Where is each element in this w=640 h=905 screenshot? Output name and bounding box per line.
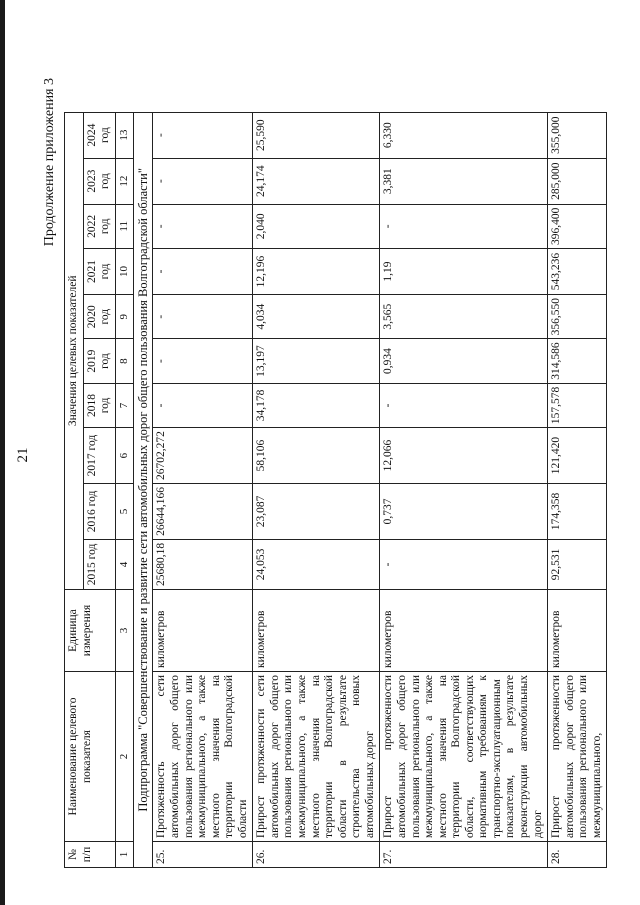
value-cell: 12,196 bbox=[253, 249, 380, 295]
value-cell: 121,420 bbox=[548, 428, 607, 484]
column-number: 2 bbox=[115, 672, 133, 842]
indicator-name: Прирост протяженности автомобильных дорог общего пользования регионального или межмуниципального, bbox=[548, 672, 607, 842]
value-cell: 174,358 bbox=[548, 484, 607, 540]
value-cell: 396,400 bbox=[548, 204, 607, 248]
value-cell: 26644,166 bbox=[153, 484, 253, 540]
value-cell: 0,934 bbox=[380, 339, 548, 383]
header-year: 2019 год bbox=[83, 339, 115, 383]
value-cell: 34,178 bbox=[253, 383, 380, 427]
value-cell: 24,174 bbox=[253, 158, 380, 204]
table-row bbox=[548, 112, 607, 867]
header-year: 2018 год bbox=[83, 383, 115, 427]
value-cell: 4,034 bbox=[253, 295, 380, 339]
value-cell: 24,053 bbox=[253, 539, 380, 589]
indicator-name: Протяженность сети автомобильных дорог общего пользования регионального или межмуниципального, а также местного значения на территории Волгоградской области bbox=[153, 672, 253, 842]
row-number: 25. bbox=[153, 842, 253, 868]
header-year: 2020 год bbox=[83, 295, 115, 339]
value-cell: 23,087 bbox=[253, 484, 380, 540]
column-number: 6 bbox=[115, 428, 133, 484]
value-cell: 13,197 bbox=[253, 339, 380, 383]
header-year: 2021 год bbox=[83, 249, 115, 295]
indicator-name: Прирост протяженности сети автомобильных дорог общего пользования регионального или межмуниципального, а также местного значения на территории Волгоградской области в результате строительства новых автомобильных дорог bbox=[253, 672, 380, 842]
unit-cell: километров bbox=[153, 590, 253, 672]
rotated-page bbox=[15, 30, 620, 880]
value-cell: 1,19 bbox=[380, 249, 548, 295]
header-num: № п/п bbox=[65, 842, 116, 868]
continuation-label: Продолжение приложения 3 bbox=[42, 78, 57, 247]
value-cell: - bbox=[380, 539, 548, 589]
column-number: 13 bbox=[115, 112, 133, 158]
value-cell: - bbox=[153, 295, 253, 339]
column-numbers-row bbox=[115, 112, 133, 867]
value-cell: 92,531 bbox=[548, 539, 607, 589]
row-number: 27. bbox=[380, 842, 548, 868]
unit-cell: километров bbox=[548, 590, 607, 672]
value-cell: 12,066 bbox=[380, 428, 548, 484]
value-cell: 25,590 bbox=[253, 112, 380, 158]
value-cell: - bbox=[380, 383, 548, 427]
column-number: 10 bbox=[115, 249, 133, 295]
value-cell: - bbox=[153, 158, 253, 204]
header-year: 2023 год bbox=[83, 158, 115, 204]
column-number: 8 bbox=[115, 339, 133, 383]
column-number: 11 bbox=[115, 204, 133, 248]
value-cell: 26702,272 bbox=[153, 428, 253, 484]
value-cell: 3,565 bbox=[380, 295, 548, 339]
table-row bbox=[253, 112, 380, 867]
header-unit: Единица измерения bbox=[65, 590, 116, 672]
value-cell: 3,381 bbox=[380, 158, 548, 204]
value-cell: 285,000 bbox=[548, 158, 607, 204]
subprogram-row bbox=[133, 112, 153, 867]
value-cell: 2,040 bbox=[253, 204, 380, 248]
column-number: 7 bbox=[115, 383, 133, 427]
value-cell: - bbox=[153, 204, 253, 248]
value-cell: 25680,18 bbox=[153, 539, 253, 589]
table-row bbox=[153, 112, 253, 867]
scan-edge bbox=[0, 0, 5, 905]
value-cell: 356,550 bbox=[548, 295, 607, 339]
column-number: 12 bbox=[115, 158, 133, 204]
header-year: 2024 год bbox=[83, 112, 115, 158]
column-number: 5 bbox=[115, 484, 133, 540]
subprogram-title: Подпрограмма "Совершенствование и развитие сети автомобильных дорог общего пользования Волгоградской области" bbox=[133, 112, 153, 867]
header-name: Наименование целевого показателя bbox=[65, 672, 116, 842]
value-cell: 157,578 bbox=[548, 383, 607, 427]
value-cell: 58,106 bbox=[253, 428, 380, 484]
table-body bbox=[153, 112, 607, 867]
value-cell: - bbox=[153, 112, 253, 158]
column-number: 1 bbox=[115, 842, 133, 868]
table-row bbox=[380, 112, 548, 867]
value-cell: - bbox=[153, 339, 253, 383]
row-number: 28. bbox=[548, 842, 607, 868]
column-number: 9 bbox=[115, 295, 133, 339]
row-number: 26. bbox=[253, 842, 380, 868]
value-cell: 355,000 bbox=[548, 112, 607, 158]
header-year: 2022 год bbox=[83, 204, 115, 248]
indicator-name: Прирост протяженности автомобильных дорог общего пользования регионального или межмуниципального, а также местного значения на территории Волгоградской области, соответствующих нормативным требованиям к транспортно-эксплуатационным показателям, в результате реконструкции автомобильных дорог bbox=[380, 672, 548, 842]
value-cell: - bbox=[153, 383, 253, 427]
column-number: 3 bbox=[115, 590, 133, 672]
value-cell: - bbox=[380, 204, 548, 248]
unit-cell: километров bbox=[253, 590, 380, 672]
header-year: 2016 год bbox=[83, 484, 115, 540]
value-cell: 0,737 bbox=[380, 484, 548, 540]
page-number: 21 bbox=[15, 447, 31, 463]
header-values-group: Значения целевых показателей bbox=[65, 112, 84, 589]
value-cell: 6,330 bbox=[380, 112, 548, 158]
value-cell: 543,236 bbox=[548, 249, 607, 295]
value-cell: 314,586 bbox=[548, 339, 607, 383]
column-number: 4 bbox=[115, 539, 133, 589]
header-year: 2015 год bbox=[83, 539, 115, 589]
unit-cell: километров bbox=[380, 590, 548, 672]
indicators-table bbox=[64, 112, 607, 868]
header-year: 2017 год bbox=[83, 428, 115, 484]
value-cell: - bbox=[153, 249, 253, 295]
header-row-1 bbox=[65, 112, 84, 867]
